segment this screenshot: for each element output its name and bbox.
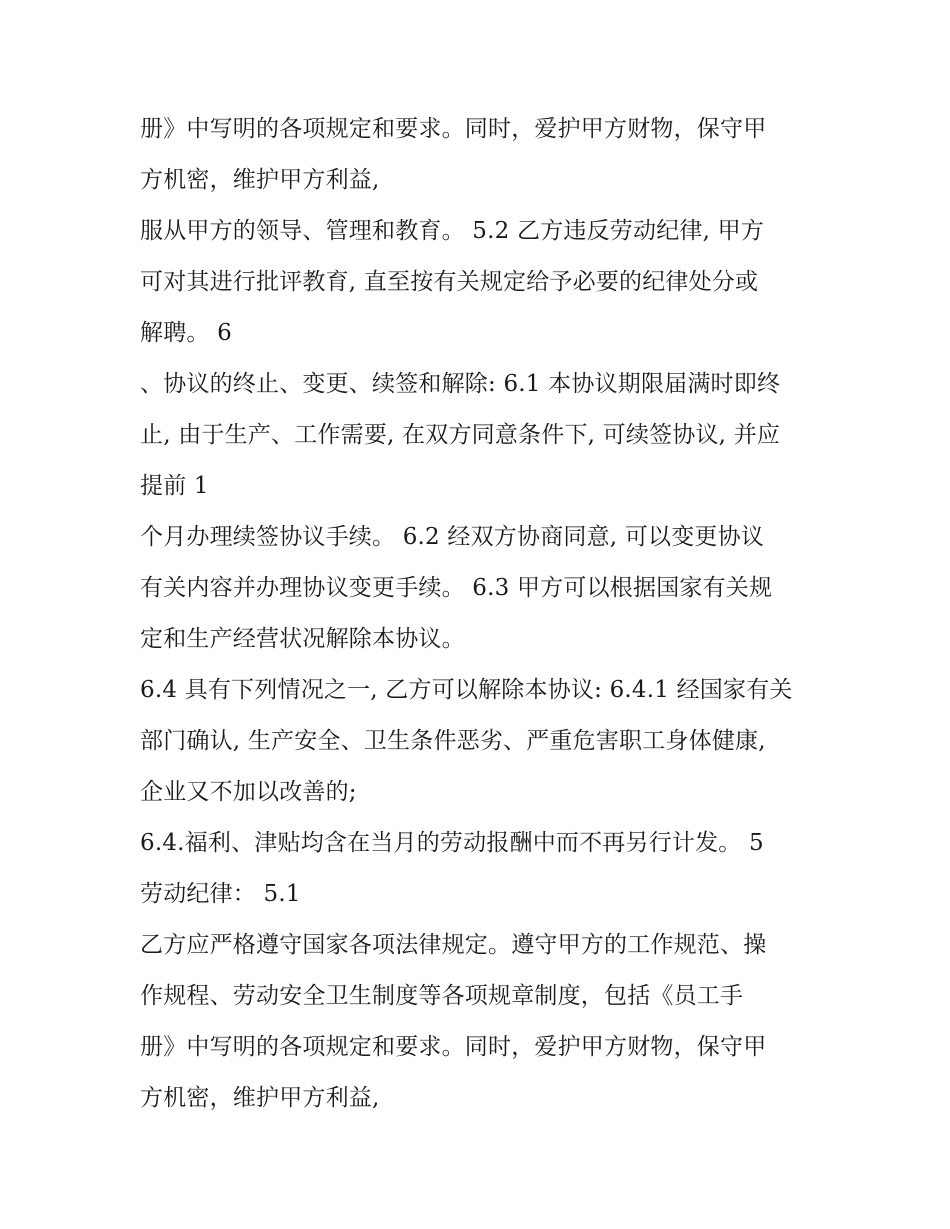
text-line-8: 提前 1 [140,473,209,499]
text-line-10: 有关内容并办理协议变更手续。 6.3 甲方可以根据国家有关规 [140,575,773,601]
text-line-12: 6.4 具有下列情况之一, 乙方可以解除本协议: 6.4.1 经国家有关 [140,677,793,703]
text-line-17: 乙方应严格遵守国家各项法律规定。遵守甲方的工作规范、操 [140,932,767,958]
text-line-3: 服从甲方的领导、管理和教育。 5.2 乙方违反劳动纪律, 甲方 [140,218,765,244]
text-line-18: 作规程、劳动安全卫生制度等各项规章制度，包括《员工手 [140,983,744,1009]
document-body [140,104,840,1124]
text-line-2: 方机密，维护甲方利益, [140,167,380,193]
text-line-15: 6.4.福利、津贴均含在当月的劳动报酬中而不再另行计发。 5 [140,830,764,856]
text-line-11: 定和生产经营状况解除本协议。 [140,626,465,652]
text-line-6: 、协议的终止、变更、续签和解除: 6.1 本协议期限届满时即终 [140,371,781,397]
text-line-4: 可对其进行批评教育, 直至按有关规定给予必要的纪律处分或 [140,269,759,295]
text-line-1: 册》中写明的各项规定和要求。同时，爱护甲方财物，保守甲 [140,116,767,142]
text-line-7: 止, 由于生产、工作需要, 在双方同意条件下, 可续签协议, 并应 [140,422,781,448]
text-line-5: 解聘。 6 [140,320,232,346]
text-line-9: 个月办理续签协议手续。 6.2 经双方协商同意, 可以变更协议 [140,524,765,550]
text-line-16: 劳动纪律： 5.1 [140,881,301,907]
text-line-20: 方机密，维护甲方利益, [140,1085,380,1111]
text-line-19: 册》中写明的各项规定和要求。同时，爱护甲方财物，保守甲 [140,1034,767,1060]
text-line-14: 企业又不加以改善的; [140,779,357,805]
text-line-13: 部门确认, 生产安全、卫生条件恶劣、严重危害职工身体健康, [140,728,766,754]
